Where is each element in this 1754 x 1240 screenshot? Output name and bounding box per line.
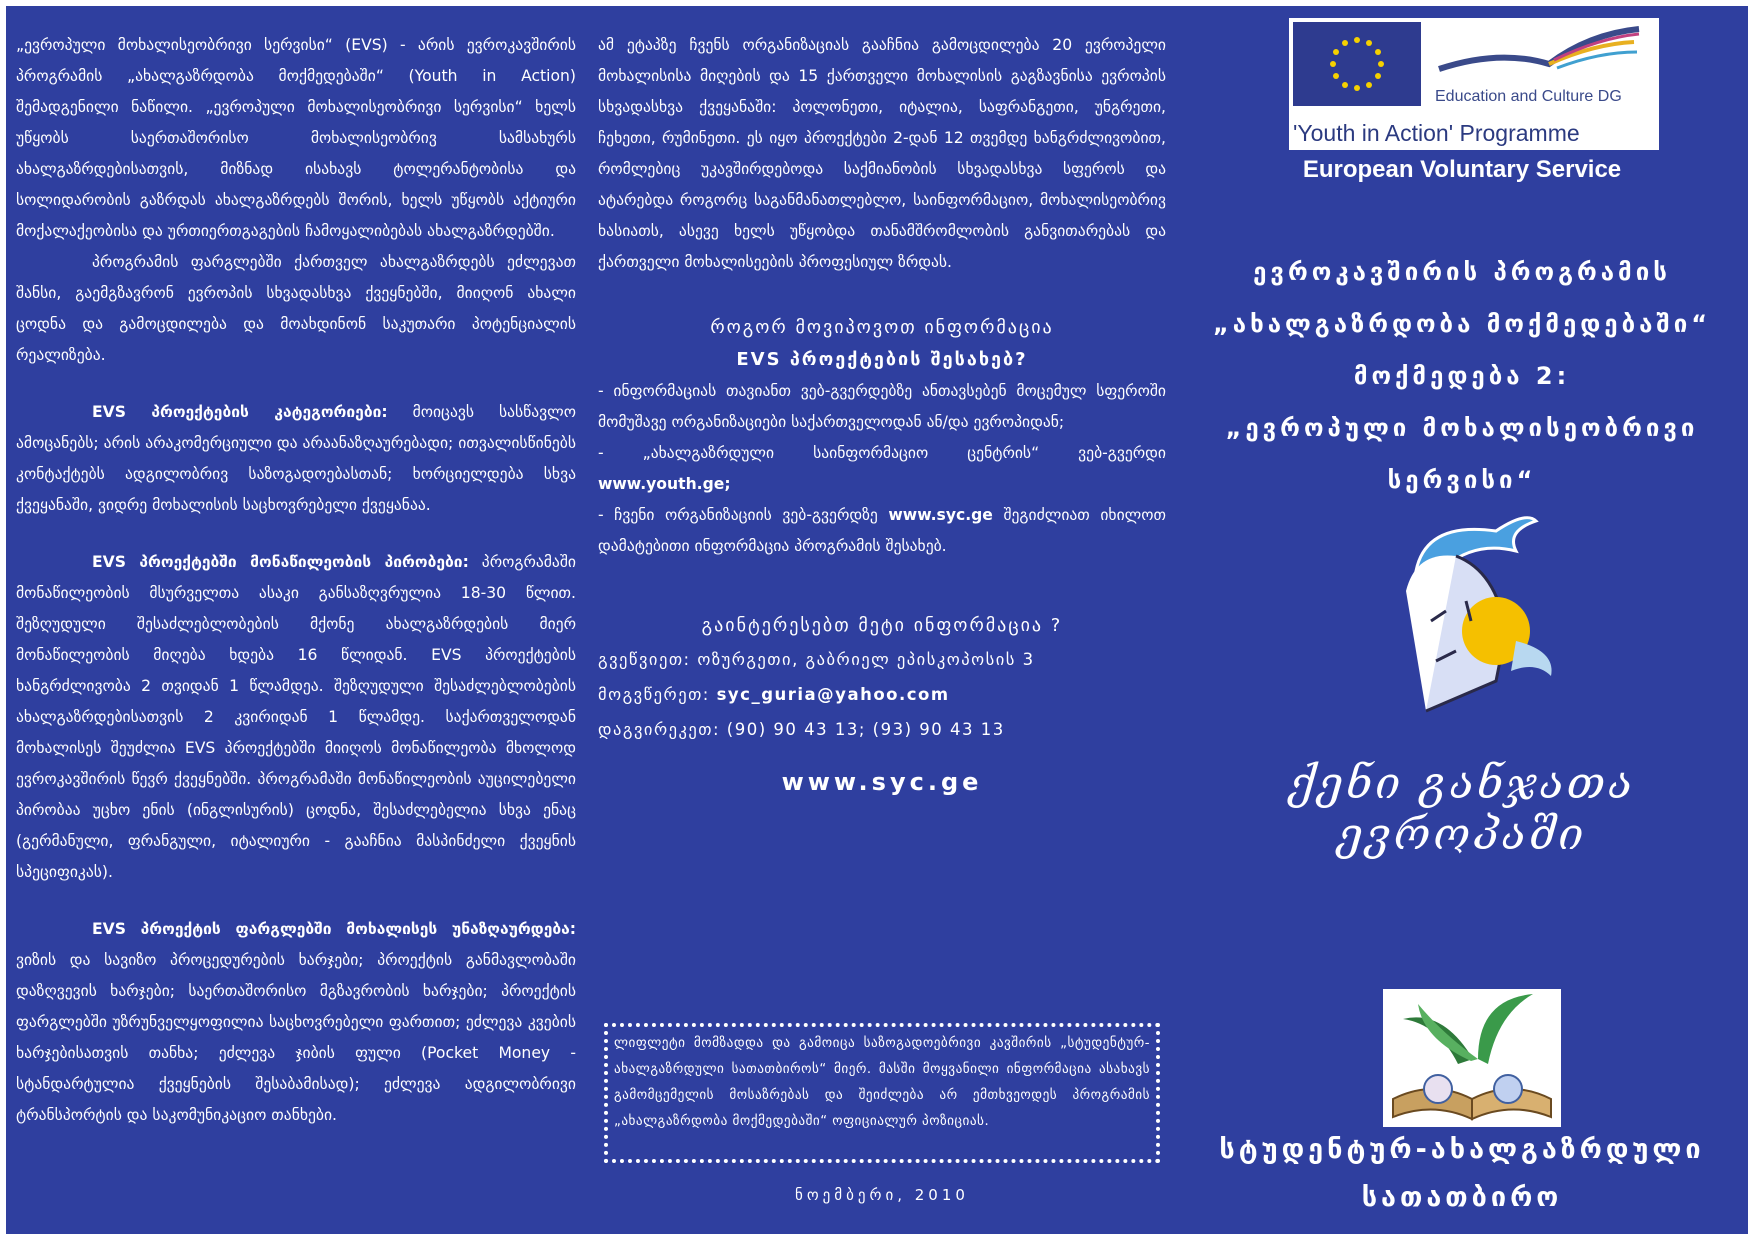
programme-title <box>1186 246 1738 506</box>
organization-name-line2: სათათბირო <box>1361 1182 1563 1213</box>
info-item-3-rest: შეგიძლიათ იხილოთ დამატებითი ინფორმაცია პროგრამის შესახებ. <box>598 506 1166 555</box>
book-leaf-icon <box>1383 989 1561 1127</box>
visit-address: გვეწვიეთ: ოზურგეთი, გაბრიელ ეპისკოპოსის 3 <box>598 650 1035 669</box>
categories-text: მოიცავს სასწავლო ამოცანებს; არის არაკომერციული და არაანაზღაურებადი; ითვალისწინებს კონტაქტებს ადგილობრივ საზოგადოებასთან; ხორციელდება სხვა ქვეყანაში, ვიდრე მოხალისის საცხოვრებელი ქვეყანაა. <box>16 403 577 514</box>
website-link[interactable]: www.syc.ge <box>781 768 983 796</box>
intro-paragraph: „ევროპული მოხალისეობრივი სერვისი“ (EVS) - არის ევროკავშირის პროგრამის „ახალგაზრდობა მოქმედებაში“ (Youth in Action) შემადგენილი ნაწილი. „ევროპული მოხალისეობრივი სერვისი“ ხელს უწყობს საერთაშორისო მოხალისეობრივ სამსახურს ახალგაზრდებისათვის, მიზნად ისახავს ტოლერანტობისა და სოლიდარობის გაზრდას ახალგაზრდებს შორის, ხელს უწყობს აქტიური მოქალაქეობისა და ურთიერთგაგების ჩამოყალიბებას ახალგაზრდებში. <box>16 36 576 240</box>
info-item-2 <box>598 438 1166 500</box>
email-link[interactable]: syc_guria@yahoo.com <box>716 685 950 704</box>
info-item-3 <box>598 500 1166 562</box>
compensation-paragraph <box>16 914 576 1131</box>
categories-heading: EVS პროექტების კატეგორიები: <box>92 403 388 421</box>
categories-paragraph <box>16 397 576 521</box>
youth-ge-link[interactable]: www.youth.ge; <box>598 475 731 493</box>
write-line <box>598 677 1166 712</box>
info-item-3-text: - ჩვენი ორგანიზაციის ვებ-გვერდზე <box>598 506 889 524</box>
eu-caption: Education and Culture DG <box>1435 88 1622 105</box>
organization-name-line1: სტუდენტურ-ახალგაზრდული <box>1219 1134 1705 1165</box>
info-heading-line2: EVS პროექტების შესახებ? <box>736 349 1028 370</box>
publication-date: ნოემბერი, 2010 <box>795 1186 969 1204</box>
conditions-paragraph <box>16 547 576 888</box>
eu-flag-icon <box>1293 22 1421 106</box>
programme-title-line5: სერვისი“ <box>1387 466 1537 494</box>
info-heading-line1: როგორ მოვიპოვოთ ინფორმაცია <box>710 317 1054 338</box>
disclaimer-box <box>604 1023 1160 1163</box>
phone-line: დაგვირეკეთ: (90) 90 43 13; (93) 90 43 13 <box>598 720 1005 739</box>
eu-logo <box>1289 18 1659 150</box>
compensation-heading: EVS პროექტის ფარგლებში მოხალისეს უნაზღაურდება: <box>92 920 576 938</box>
info-item-2-text: - „ახალგაზრდული საინფორმაციო ცენტრის“ ვებ-გვერდი <box>598 444 1166 462</box>
conditions-text: პროგრამაში მონაწილეობის მსურველთა ასაკი განსაზღვრულია 18-30 წლით. შეზღუდული შესაძლებლობების მქონე ახალგაზრდების მიერ მონაწილეობის მიღება ხდება 16 წლიდან. EVS პროექტების ხანგრძლივობა 2 თვიდან 1 წლამდეა. შეზღუდული შესაძლებლობების ახალგაზრდებისათვის 2 კვირიდან 1 წლამდე. საქართველოდან მოხალისეს შეუძლია EVS პროექტებში მიიღოს მონაწილეობა მხოლოდ ევროკავშირის წევრ ქვეყნებში. პროგრამაში მონაწილეობის აუცილებელი პირობაა უცხო ენის (ინგლისურის) ცოდნა, შესაძლებელია სხვა ენაც (გერმანული, ფრანგული, იტალიური - გააჩნია მასპინძელი ქვეყნის სპეციფიკას). <box>16 553 576 881</box>
programme-paragraph: პროგრამის ფარგლებში ქართველ ახალგაზრდებს ეძლევათ შანსი, გაემგზავრონ ევროპის სხვადასხვა ქვეყნებში, მიიღონ ახალი ცოდნა და გამოცდილება და მოახდინონ საკუთარი პოტენციალის რეალიზება. <box>16 253 576 364</box>
youth-bird-icon <box>1429 24 1649 84</box>
leaflet-sheet <box>6 6 1748 1234</box>
conditions-heading: EVS პროექტებში მონაწილეობის პირობები: <box>92 553 469 571</box>
column-left <box>16 30 576 1131</box>
eu-programme: 'Youth in Action' Programme <box>1293 120 1580 146</box>
evs-title: European Voluntary Service <box>1302 156 1622 183</box>
slogan: ქენი განჯათა ევროპაში <box>1288 758 1636 860</box>
window-sun-emblem-icon <box>1386 511 1566 731</box>
experience-paragraph: ამ ეტაპზე ჩვენს ორგანიზაციას გააჩნია გამოცდილება 20 ევროპელი მოხალისისა მიღების და 15 ქართველი მოხალისის გაგზავნისა ევროპის სხვადასხვა ქვეყანაში: პოლონეთი, იტალია, საფრანგეთი, უნგრეთი, ჩეხეთი, რუმინეთი. ეს იყო პროექტები 2-დან 12 თვემდე ხანგრძლივობით, რომლებიც უკავშირდებოდა საქმიანობის სხვადასხვა სფეროს და ატარებდა როგორც საგანმანათლებლო, საინფორმაციო, მოხალისეობრივ ხასიათს, ასევე ხელს უწყობდა თანამშრომლობის განვითარებას და ქართველი მოხალისეების პროფესიულ ზრდას. <box>598 36 1166 271</box>
programme-title-line4: „ევროპული მოხალისეობრივი <box>1225 414 1699 442</box>
programme-title-line3: მოქმედება 2: <box>1353 362 1571 390</box>
column-middle <box>598 30 1166 798</box>
compensation-text: ვიზის და სავიზო პროცედურების ხარჯები; პროექტის განმავლობაში დაზღვევის ხარჯები; საერთაშორისო მგზავრობის ხარჯები; პროექტის ფარგლებში უზრუნველყოფილია საცხოვრებელი ფართით; ეძლევა კვების ხარჯებისათვის თანხა; ეძლევა ჯიბის ფული (Pocket Money - სტანდარტულია ქვეყნების შესაბამისად); ეძლევა ადგილობრივი ტრანსპორტის და საკომუნიკაციო თანხები. <box>16 951 576 1124</box>
syc-ge-link[interactable]: www.syc.ge <box>888 506 993 524</box>
organization-name <box>1186 1126 1738 1222</box>
more-info-heading: გაინტერესებთ მეტი ინფორმაცია ? <box>701 615 1063 636</box>
disclaimer-text: ლიფლეტი მომზადდა და გამოიცა საზოგადოებრივი კავშირის „სტუდენტურ-ახალგაზრდული სათათბიროს“ მიერ. მასში მოყვანილი ინფორმაცია ასახავს გამომცემელის მოსაზრებას და შეიძლება არ ემთხვეოდეს პროგრამის „ახალგაზრდობა მოქმედებაში“ ოფიციალურ პოზიციას. <box>614 1036 1150 1129</box>
info-item-1: - ინფორმაციას თავიანთ ვებ-გვერდებზე ანთავსებენ მოცემულ სფეროში მომუშავე ორგანიზაციები საქართველოდან ან/და ევროპიდან; <box>598 382 1166 431</box>
programme-title-line2: „ახალგაზრდობა მოქმედებაში“ <box>1213 310 1711 338</box>
organization-logo <box>1383 989 1561 1127</box>
write-label: მოგვწერეთ: <box>598 685 717 704</box>
programme-title-line1: ევროკავშირის პროგრამის <box>1253 258 1671 286</box>
